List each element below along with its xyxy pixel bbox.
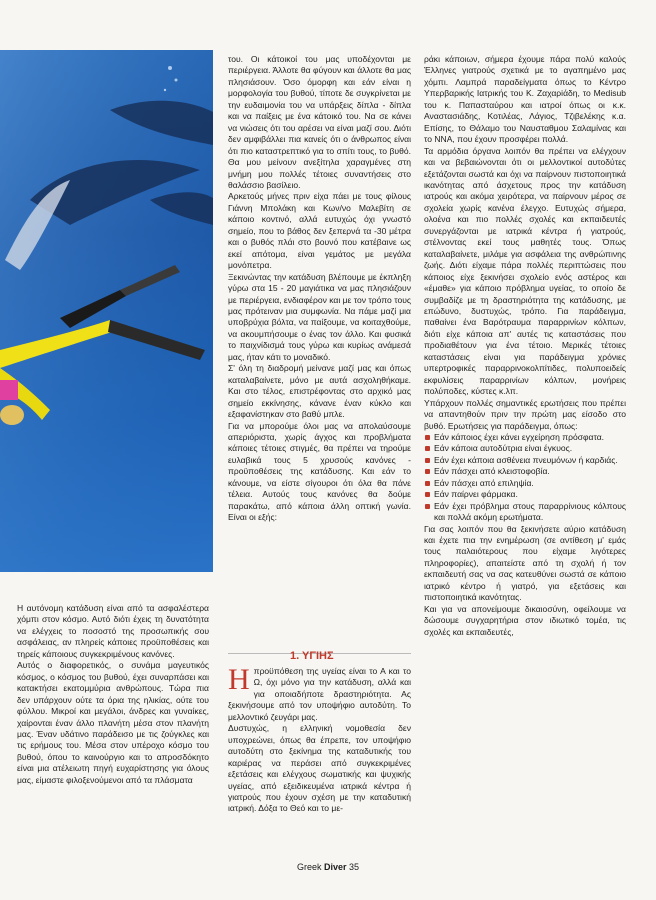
bullet-item: Εάν πάσχει από επιληψία. <box>424 478 626 489</box>
column-3 <box>424 54 626 638</box>
drop-cap: Η <box>228 663 250 696</box>
section-heading <box>228 650 411 664</box>
section-title: 1. ΥΓΙΗΣ <box>290 650 334 662</box>
bullet-item: Εάν κάποια αυτοδύτρια είναι έγκυος. <box>424 443 626 454</box>
bullet-item: Εάν κάποιος έχει κάνει εγχείρηση πρόσφατα. <box>424 432 626 443</box>
paragraph: του. Οι κάτοικοί του μας υποδέχονται με περιέργεια. Άλλοτε θα φύγουν και άλλοτε θα μας πλησιάσουν. Όσο όμορφη και εάν είναι η μορφολογία του βυθού, τίποτε δε συγκρίνεται με την ευδαιμονία του να υπάρξεις δίπλα - δίπλα και να παίξεις με ένα κάτοικό του. Να σε κάνει να νιώσεις ότι του αρέσει να είναι μαζί σου. Διότι δεν αμφιβάλλει πια κανείς ότι ο άνθρωπος είναι ότι πιο καταστρεπτικό για το σπίτι τους, το βυθό. Θα μου μείνουν ανεξίτηλα χαραγμένες στη μνήμη μου πολλές τέτοιες συναντήσεις στο θαλάσσιο βασίλειο. <box>228 54 411 190</box>
paragraph: Τα αρμόδια όργανα λοιπόν θα πρέπει να ελέγχουν και να βεβαιώνονται ότι οι μελλοντικοί αυτοδύτες εξετάζονται σωστά και όχι να παίρνουν πιστοποιητικά ικανότητας από άσχετους προς την κατάδυση ιατρούς και ακόμα χειρότερα, να παίρνουν μέρος σε σχολεία χωρίς κανένα έλεγχο. Ευτυχώς σήμερα, ολοένα και πιο πολλές σχολές και εκπαιδευτές συνεργάζονται με ιατρικά κέντρα ή γιατρούς, στέλνοντας εκεί τους μαθητές τους. Όπως καταλαβαίνετε, μιλάμε για ασφάλεια της ανθρώπινης ζωής. Διότι είχαμε πάρα πολλές περιπτώσεις που κάποιος είχε ξεκινήσει σχολείο ενός αστέρος και «έμαθε» για κάποιο πρόβλημα υγείας, το οποίο δε συμβαδίζε με τη δραστηριότητα της κατάδυσης, με επώδυνο, δυστυχώς, τρόπο. Για παράδειγμα, παθαίνει ένα Βαρότραυμα παραρρινίων κόλπων, διότι είχε κάποια απ' αυτές τις καταστάσεις που προδιαθέτουν για ένα τέτοιο. Μερικές τέτοιες καταστάσεις είναι για παράδειγμα χρόνιες υπερτροφικές παραρρινοκολπίτιδες, πολυποειδείς εκφυλίσεις παραρρινίων κόλπων, μονήρεις πολύποδες, κύστες κ.λπ. <box>424 145 626 397</box>
paragraph: Αυτός ο διαφορετικός, ο συνάμα μαγευτικός κόσμος, ο κόσμος του βυθού, έχει συναρπάσει και κατακτήσει εκατομμύρια ανθρώπους. Τώρα πια δεν υπάρχουν ούτε τα όρια της ηλικίας, ούτε του φύλλου. Μικροί και μεγάλοι, άνδρες και γυναίκες, χαίρονται έναν άλλο πλανήτη μέσα στον πλανήτη μας. Έναν υδάτινο παράδεισο με τις ζούγκλες και τις ερήμους του. Μέσα στον υπέροχο κόσμο του βυθού, όπου το καινούργιο και το απροσδόκητο είναι μια ατέλειωτη πηγή ευχαρίστησης για όλους μας, είμαστε φιλοξενούμενοι από τα πλάσματα <box>17 660 209 785</box>
footer-brand-greek: Greek <box>296 862 322 872</box>
page-number: 35 <box>349 862 360 872</box>
column-1 <box>17 603 209 786</box>
column-2 <box>228 54 411 524</box>
paragraph <box>228 663 411 723</box>
column-2-lower <box>228 663 411 815</box>
paragraph: Σ' όλη τη διαδρομή μείνανε μαζί μας και όπως καταλαβαίνετε, μόνο με αυτά ασχοληθήκαμε. Και στο τέλος, επιστρέφοντας στο αρχικό μας σημείο εκκίνησης, κάνανε έναν κύκλο και εξαφανίστηκαν στο βαθύ μπλε. <box>228 363 411 420</box>
paragraph: Και για να απονείμουμε δικαιοσύνη, οφείλουμε να δώσουμε συγχαρητήρια στον ιδιωτικό τομέα, τις σχολές και εκπαιδευτές, <box>424 603 626 637</box>
bullet-item: Εάν έχει κάποια ασθένεια πνευμόνων ή καρδιάς. <box>424 455 626 466</box>
paragraph: Η αυτόνομη κατάδυση είναι από τα ασφαλέστερα χόμπι στον κόσμο. Αυτό διότι έχεις τη δυνατότητα να ελέγχεις το ποσοστό της προσωπικής σου ασφάλειας, αν πληρείς κάποιες προϋποθέσεις και τηρείς κάποιους συγκεκριμένους κανόνες. <box>17 603 209 659</box>
paragraph: ράκι κάποιων, σήμερα έχουμε πάρα πολύ καλούς Έλληνες γιατρούς σχετικά με το αγαπημένο μας χόμπι. Λαμπρά παραδείγματα όπως το Κέντρο Υπερβαρικής Ιατρικής του Κ. Ζαχαρiάδη, το Medisub του κ. Παπασταύρου και ιατροί όπως οι κ.κ. Αναστασιάδης, Κοτιλέας, Λάγιος, Τζιβελέκης κ.α. Επίσης, το Θάλαμο του Ναυσταθμου Σαλαμίνας και το ΝΝΑ, που έχουν προσφέρει πολλά. <box>424 54 626 145</box>
footer-brand-diver: Diver <box>323 862 347 872</box>
paragraph-text: προϋπόθεση της υγείας είναι το Α και το Ω, όχι μόνο για την κατάδυση, αλλά και για οποιαδήποτε δραστηριότητα. Ας ξεκινήσουμε από τον υποψήφιο αυτοδύτη. Το μελλοντικό ζευγάρι μας. <box>228 666 411 722</box>
bullet-item: Εάν έχει πρόβλημα στους παραρρίνιους κόλπους και πολλά ακόμη ερωτήματα. <box>424 501 626 524</box>
underwater-photo <box>0 50 213 572</box>
paragraph: Αρκετούς μήνες πριν είχα πάει με τους φίλους Γιάννη Μπολάκη και Κων/νο Μαλεβίτη σε κάποιο κοντινό, αλλά ευτυχώς όχι γνωστό σημείο, που το βάθος δεν ξεπερνά τα -30 μέτρα και ο βυθός πλάι στο βουνό που κατέβαινε ως εκεί απότομα, είναι γεμάτος με μεγάλα μονόπετρα. <box>228 191 411 271</box>
paragraph: Δυστυχώς, η ελληνική νομοθεσία δεν υποχρεώνει, όπως θα έπρεπε, τον υποψήφιο αυτοδύτη στο ξεκίνημα της καταδυτικής του καριέρας να περάσει από συγκεκριμένες εξετάσεις και ελέγχους σωματικής και ψυχικής υγείας, από εξειδικευμένα ιατρικά κέντρα ή γιατρούς που έχουν σχέση με την καταδυτική ιατρική. Δόξα το Θεό και το με- <box>228 723 411 814</box>
bullet-item: Εάν παίρνει φάρμακα. <box>424 489 626 500</box>
diver-and-fish-illustration <box>0 50 213 572</box>
paragraph: Ξεκινώντας την κατάδυση βλέπουμε με έκπληξη γύρω στα 15 - 20 μαγιάτικα να μας πλησιάζουν με περιέργεια, ενδιαφέρον και με τον τρόπο τους μας πρότειναν μια συμφωνία. Να πάμε μαζί μια υποβρύχια βόλτα, να παίξουμε, να κοιταχθούμε, να ακουμπήσουμε ο ένας τον άλλο. Και φυσικά το παιχνίδισμά τους γύρω και κυρίως ανάμεσά μας, ήταν κάτι το μοναδικό. <box>228 271 411 362</box>
paragraph: Για σας λοιπόν που θα ξεκινήσετε αύριο κατάδυση και έχετε πια την ενημέρωση (σε αντίθεση μ' εμάς τους παλαιότερους που είχαμε λιγότερες πληροφορίες), απαιτείστε από τη σχολή ή τον εκπαιδευτή σας να σας κατευθύνει σωστά σε κάποιο ιατρικό κέντρο ή γιατρό, για εξετάσεις και πιστοποιητικά ικανότητας. <box>424 523 626 603</box>
paragraph: Για να μπορούμε όλοι μας να απολαύσουμε απεριόριστα, χωρίς άγχος και προβλήματα κάποιες τέτοιες στιγμές, θα πρέπει να τηρούμε ευλαβικά τους 5 χρυσούς κανόνες - προϋποθέσεις της κατάδυσης. Και εάν το κάνουμε, να είστε σίγουροι ότι όλα θα πάνε τέλεια. Αυτούς τους κανόνες θα δούμε παρακάτω, από κάποια άλλη οπτική γωνία. Είναι οι εξής: <box>228 420 411 523</box>
page-footer <box>0 862 656 872</box>
bullet-item: Εάν πάσχει από κλειστοφοβία. <box>424 466 626 477</box>
paragraph: Υπάρχουν πολλές σημαντικές ερωτήσεις που πρέπει να απαντηθούν πριν την πρώτη μας είσοδο στο βυθό. Ερωτήσεις για παράδειγμα, όπως: <box>424 397 626 431</box>
